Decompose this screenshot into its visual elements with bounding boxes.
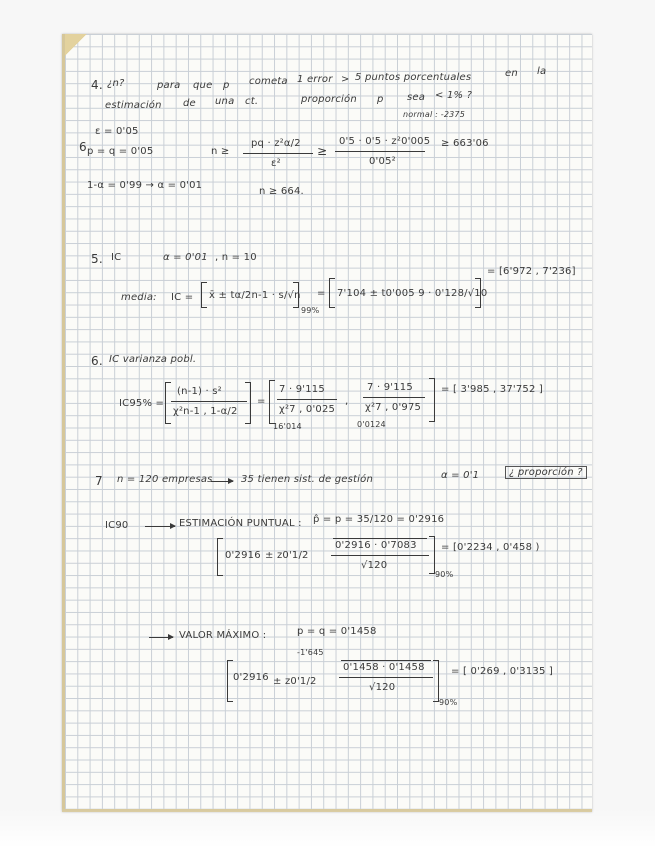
q5-sub99: 99%	[301, 306, 320, 315]
q7-question-box: ¿ proporción ?	[505, 466, 587, 479]
q7-sub90: 90%	[435, 570, 454, 579]
q4-pq: p = q = 0'05	[87, 146, 154, 157]
q4-word: que	[193, 80, 213, 91]
bracket-right	[429, 378, 435, 422]
q4-word: una	[215, 96, 235, 107]
q7-max-label: VALOR MÁXIMO :	[179, 630, 267, 641]
fraction-bar	[171, 401, 247, 402]
q4-word: ct.	[245, 96, 259, 107]
q7-ci2-pm: ± z0'1/2	[273, 676, 317, 687]
comma: ,	[345, 396, 349, 407]
bottom-fade	[0, 808, 655, 848]
q5-n: , n = 10	[215, 252, 257, 263]
q4-word: cometa	[249, 76, 288, 87]
sqrt-bar	[333, 538, 427, 539]
q4-word: ¿n?	[107, 78, 125, 89]
q7-ci2-num: 0'1458 · 0'1458	[343, 662, 425, 673]
page-corner	[65, 34, 87, 56]
q7-ci1-left: 0'2916	[225, 550, 261, 561]
fraction-bar	[331, 555, 429, 556]
sqrt-bar	[341, 660, 431, 661]
bracket-right	[475, 278, 481, 308]
notebook-page	[62, 34, 592, 812]
q4-word: < 1% ?	[435, 90, 473, 101]
q7-ci1-den: √120	[361, 560, 388, 571]
fraction-bar	[277, 399, 337, 400]
q4-six: 6	[79, 140, 87, 154]
q6-f3-num: 7 · 9'115	[367, 382, 413, 393]
q7-number: 7	[95, 474, 103, 488]
q7-ci1-num: 0'2916 · 0'7083	[335, 540, 417, 551]
q5-expr: x̄ ± tα/2n-1 · s/√n	[209, 290, 301, 301]
q7-ci2-res: = [ 0'269 , 0'3135 ]	[451, 666, 554, 677]
q6-f2-den: χ²7 , 0'025	[279, 404, 336, 415]
q4-word: la	[537, 66, 547, 77]
q5-ic: IC	[111, 252, 122, 263]
q4-normal-note: normal : -2375	[403, 110, 465, 119]
q7-ci2-left: 0'2916	[233, 672, 269, 683]
q4-ge: ≥	[317, 144, 328, 158]
arrow-icon	[145, 526, 175, 527]
q5-media-label: media:	[121, 292, 157, 303]
q5-ic-eq: IC =	[171, 292, 194, 303]
q7-ci2-den: √120	[369, 682, 396, 693]
bracket-left	[329, 278, 335, 308]
q6-f1-num: (n-1) · s²	[177, 386, 222, 397]
q4-number: 4.	[91, 78, 103, 92]
q6-f3-sub: 0'0124	[357, 420, 386, 429]
q6-f2-num: 7 · 9'115	[279, 384, 325, 395]
q6-result: = [ 3'985 , 37'752 ]	[441, 384, 544, 395]
q4-word: para	[157, 80, 181, 91]
bracket-left	[269, 380, 275, 424]
bracket-right	[429, 536, 435, 574]
q4-word: en	[505, 68, 518, 79]
bracket-right	[245, 382, 251, 424]
q4-word: p	[377, 94, 384, 105]
q7-punt-label: ESTIMACIÓN PUNTUAL :	[179, 518, 302, 529]
q4-alpha: 1-α = 0'99 → α = 0'01	[87, 180, 203, 191]
q5-eq: =	[317, 288, 326, 299]
q4-word: 1 error	[297, 74, 333, 85]
fraction-bar	[243, 153, 313, 154]
q4-word: sea	[407, 92, 426, 103]
bracket-left	[165, 382, 171, 424]
q6-number: 6.	[91, 354, 103, 368]
q7-max-val: p = q = 0'1458	[297, 626, 377, 637]
q6-ic: IC95% =	[119, 398, 165, 409]
q4-epsilon: ε = 0'05	[95, 126, 139, 137]
q7-punt-val: p̂ = p = 35/120 = 0'2916	[313, 514, 445, 525]
q4-n-ge: n ≥	[211, 146, 230, 157]
q7-ci1-res: = [0'2234 , 0'458 )	[441, 542, 540, 553]
arrow-icon	[149, 637, 173, 638]
q4-word: de	[183, 98, 196, 109]
q4-frac-den: ε²	[271, 158, 281, 169]
arrow-icon	[211, 481, 233, 482]
q7-ci1-pm: ± z0'1/2	[265, 550, 309, 561]
bracket-left	[217, 538, 223, 576]
q4-frac2-num: 0'5 · 0'5 · z²0'005	[339, 136, 431, 147]
q4-word: >	[341, 74, 350, 85]
q6-f3-den: χ²7 , 0'975	[365, 402, 422, 413]
q4-result: ≥ 663'06	[441, 138, 489, 149]
fraction-bar	[335, 151, 425, 152]
bracket-left	[201, 282, 207, 308]
q4-frac-num: pq · z²α/2	[251, 138, 301, 149]
q5-number: 5.	[91, 252, 103, 266]
q4-word: proporción	[301, 94, 357, 105]
q7-sub90: 90%	[439, 698, 458, 707]
bracket-right	[293, 282, 299, 308]
q6-eq: =	[257, 396, 266, 407]
q6-f2-sub: 16'014	[273, 422, 302, 431]
q4-word: 5 puntos porcentuales	[355, 72, 472, 83]
q4-n-result: n ≥ 664.	[259, 186, 304, 197]
fraction-bar	[339, 677, 433, 678]
fraction-bar	[363, 397, 425, 398]
q6-title: IC varianza pobl.	[109, 354, 197, 365]
q4-word: estimación	[105, 100, 162, 111]
q4-word: p	[223, 80, 230, 91]
q6-f1-den: χ²n-1 , 1-α/2	[173, 406, 238, 417]
bracket-right	[433, 660, 439, 702]
q7-ic90: IC90	[105, 520, 129, 531]
q5-result: = [6'972 , 7'236]	[487, 266, 576, 277]
q7-text: n = 120 empresas	[117, 474, 213, 485]
q4-frac2-den: 0'05²	[369, 156, 396, 167]
q7-z-annot: -1'645	[297, 648, 324, 657]
q7-alpha: α = 0'1	[441, 470, 480, 481]
q7-text2: 35 tienen sist. de gestión	[241, 474, 373, 485]
q5-alpha: α = 0'01	[163, 252, 208, 263]
q5-expr2: 7'104 ± t0'005 9 · 0'128/√10	[337, 288, 488, 299]
